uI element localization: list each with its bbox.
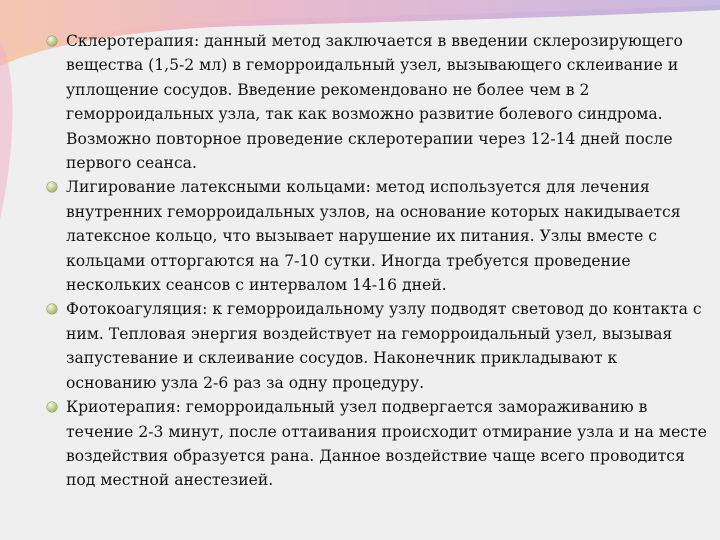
list-item-text: Фотокоагуляция: к геморроидальному узлу подводят световод до контакта с ним. Тепловая энергия воздействует на геморроидальный узел, вызывая запустевание и склеивание сосудов. Наконечник прикладывают к основанию узла 2-6 раз за одну процедуру. [66,300,702,392]
round-bullet-icon [47,182,57,192]
list-item-latex-ligation [42,175,712,297]
round-bullet-icon [47,304,57,314]
list-item-sclerotherapy [42,29,712,175]
list-item-text: Криотерапия: геморроидальный узел подвергается замораживанию в течение 2-3 минут, после оттаивания происходит отмирание узла и на месте воздействия образуется рана. Данное воздействие чаще всего проводится под местной анестезией. [66,398,707,490]
list-item-cryotherapy [42,395,712,493]
list-item-photocoagulation [42,297,712,395]
list-item-text: Лигирование латексными кольцами: метод используется для лечения внутренних геморроидальных узлов, на основание которых накидывается латексное кольцо, что вызывает нарушение их питания. Узлы вместе с кольцами отторгаются на 7-10 сутки. Иногда требуется проведение нескольких сеансов с интервалом 14-16 дней. [66,178,681,295]
round-bullet-icon [47,402,57,412]
list-item-text: Склеротерапия: данный метод заключается в введении склерозирующего вещества (1,5-2 мл) в геморроидальный узел, вызывающего склеивание и уплощение сосудов. Введение рекомендовано не более чем в 2 геморроидальных узла, так как возможно развитие болевого синдрома. Возможно повторное проведение склеротерапии через 12-14 дней после первого сеанса. [66,32,683,173]
swoosh-left-edge [0,40,13,220]
round-bullet-icon [47,36,57,46]
bullet-list [42,29,712,493]
